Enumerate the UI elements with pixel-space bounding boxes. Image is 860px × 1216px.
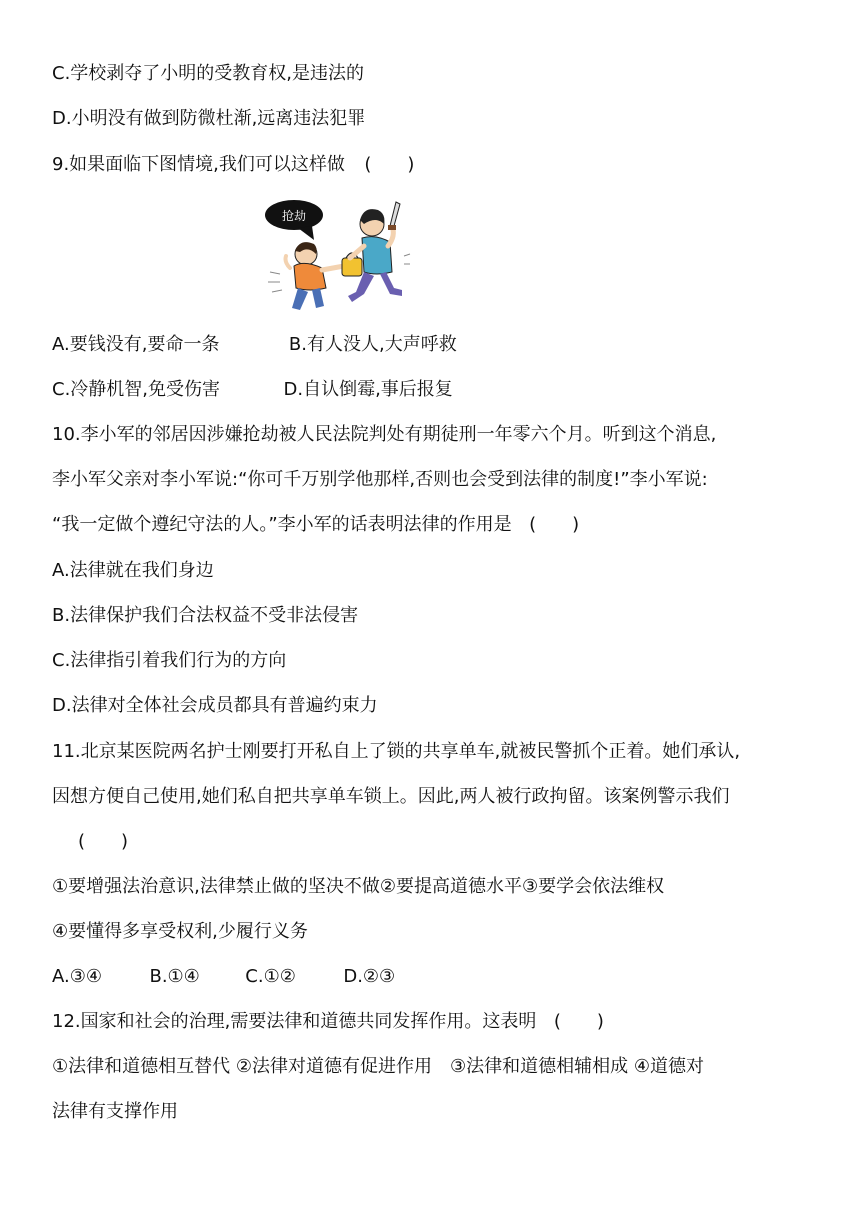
q11-options <box>52 963 395 991</box>
q9-option-a: A.要钱没有,要命一条 <box>52 334 220 355</box>
q9-option-c: C.冷静机智,免受伤害 <box>52 379 221 400</box>
q9-stem <box>52 151 414 179</box>
q11-option-b: B.①④ <box>149 966 200 987</box>
robbery-illustration <box>264 196 412 318</box>
q8-option-d: D.小明没有做到防微杜渐,远离违法犯罪 <box>52 108 366 129</box>
q12-stem <box>52 1008 604 1036</box>
q11-option-c: C.①② <box>245 966 296 987</box>
q9-options-row-2 <box>52 376 453 404</box>
q10-option-a: A.法律就在我们身边 <box>52 560 214 581</box>
robbery-cartoon-image <box>264 196 412 318</box>
q10-stem-line-2: 李小军父亲对李小军说:“你可千万别学他那样,否则也会受到法律的制度!”李小军说: <box>52 469 708 490</box>
q8-option-c: C.学校剥夺了小明的受教育权,是违法的 <box>52 63 365 84</box>
q12-stem-text: 12.国家和社会的治理,需要法律和道德共同发挥作用。这表明 <box>52 1011 537 1032</box>
q9-stem-text: 9.如果面临下图情境,我们可以这样做 <box>52 154 345 175</box>
q12-statement-line-2: 法律有支撑作用 <box>52 1101 178 1122</box>
q10-stem-line-1: 10.李小军的邻居因涉嫌抢劫被人民法院判处有期徒刑一年零六个月。听到这个消息, <box>52 424 717 445</box>
q11-answer-blank: ( ) <box>78 831 129 852</box>
q11-statement-line-2: ④要懂得多享受权利,少履行义务 <box>52 921 308 942</box>
q11-statement-line-1: ①要增强法治意识,法律禁止做的坚决不做②要提高道德水平③要学会依法维权 <box>52 876 665 897</box>
bubble-caption: 抢劫 <box>281 209 307 223</box>
q10-option-d: D.法律对全体社会成员都具有普遍约束力 <box>52 695 378 716</box>
q10-stem-line-3 <box>52 511 579 539</box>
q9-options-row-1 <box>52 331 457 359</box>
q11-option-d: D.②③ <box>343 966 396 987</box>
q10-stem-text: “我一定做个遵纪守法的人。”李小军的话表明法律的作用是 <box>52 514 512 535</box>
q12-answer-blank: ( ) <box>553 1011 604 1032</box>
q10-option-b: B.法律保护我们合法权益不受非法侵害 <box>52 605 359 626</box>
q10-option-c: C.法律指引着我们行为的方向 <box>52 650 287 671</box>
q9-answer-blank: ( ) <box>364 154 415 175</box>
q11-stem-line-1: 11.北京某医院两名护士刚要打开私自上了锁的共享单车,就被民警抓个正着。她们承认, <box>52 741 741 762</box>
q9-option-b: B.有人没人,大声呼救 <box>288 334 457 355</box>
q10-answer-blank: ( ) <box>529 514 580 535</box>
q11-option-a: A.③④ <box>52 966 102 987</box>
q11-stem-line-2: 因想方便自己使用,她们私自把共享单车锁上。因此,两人被行政拘留。该案例警示我们 <box>52 786 730 807</box>
q12-statement-line-1: ①法律和道德相互替代 ②法律对道德有促进作用 ③法律和道德相辅相成 ④道德对 <box>52 1056 704 1077</box>
q9-option-d: D.自认倒霉,事后报复 <box>283 379 453 400</box>
